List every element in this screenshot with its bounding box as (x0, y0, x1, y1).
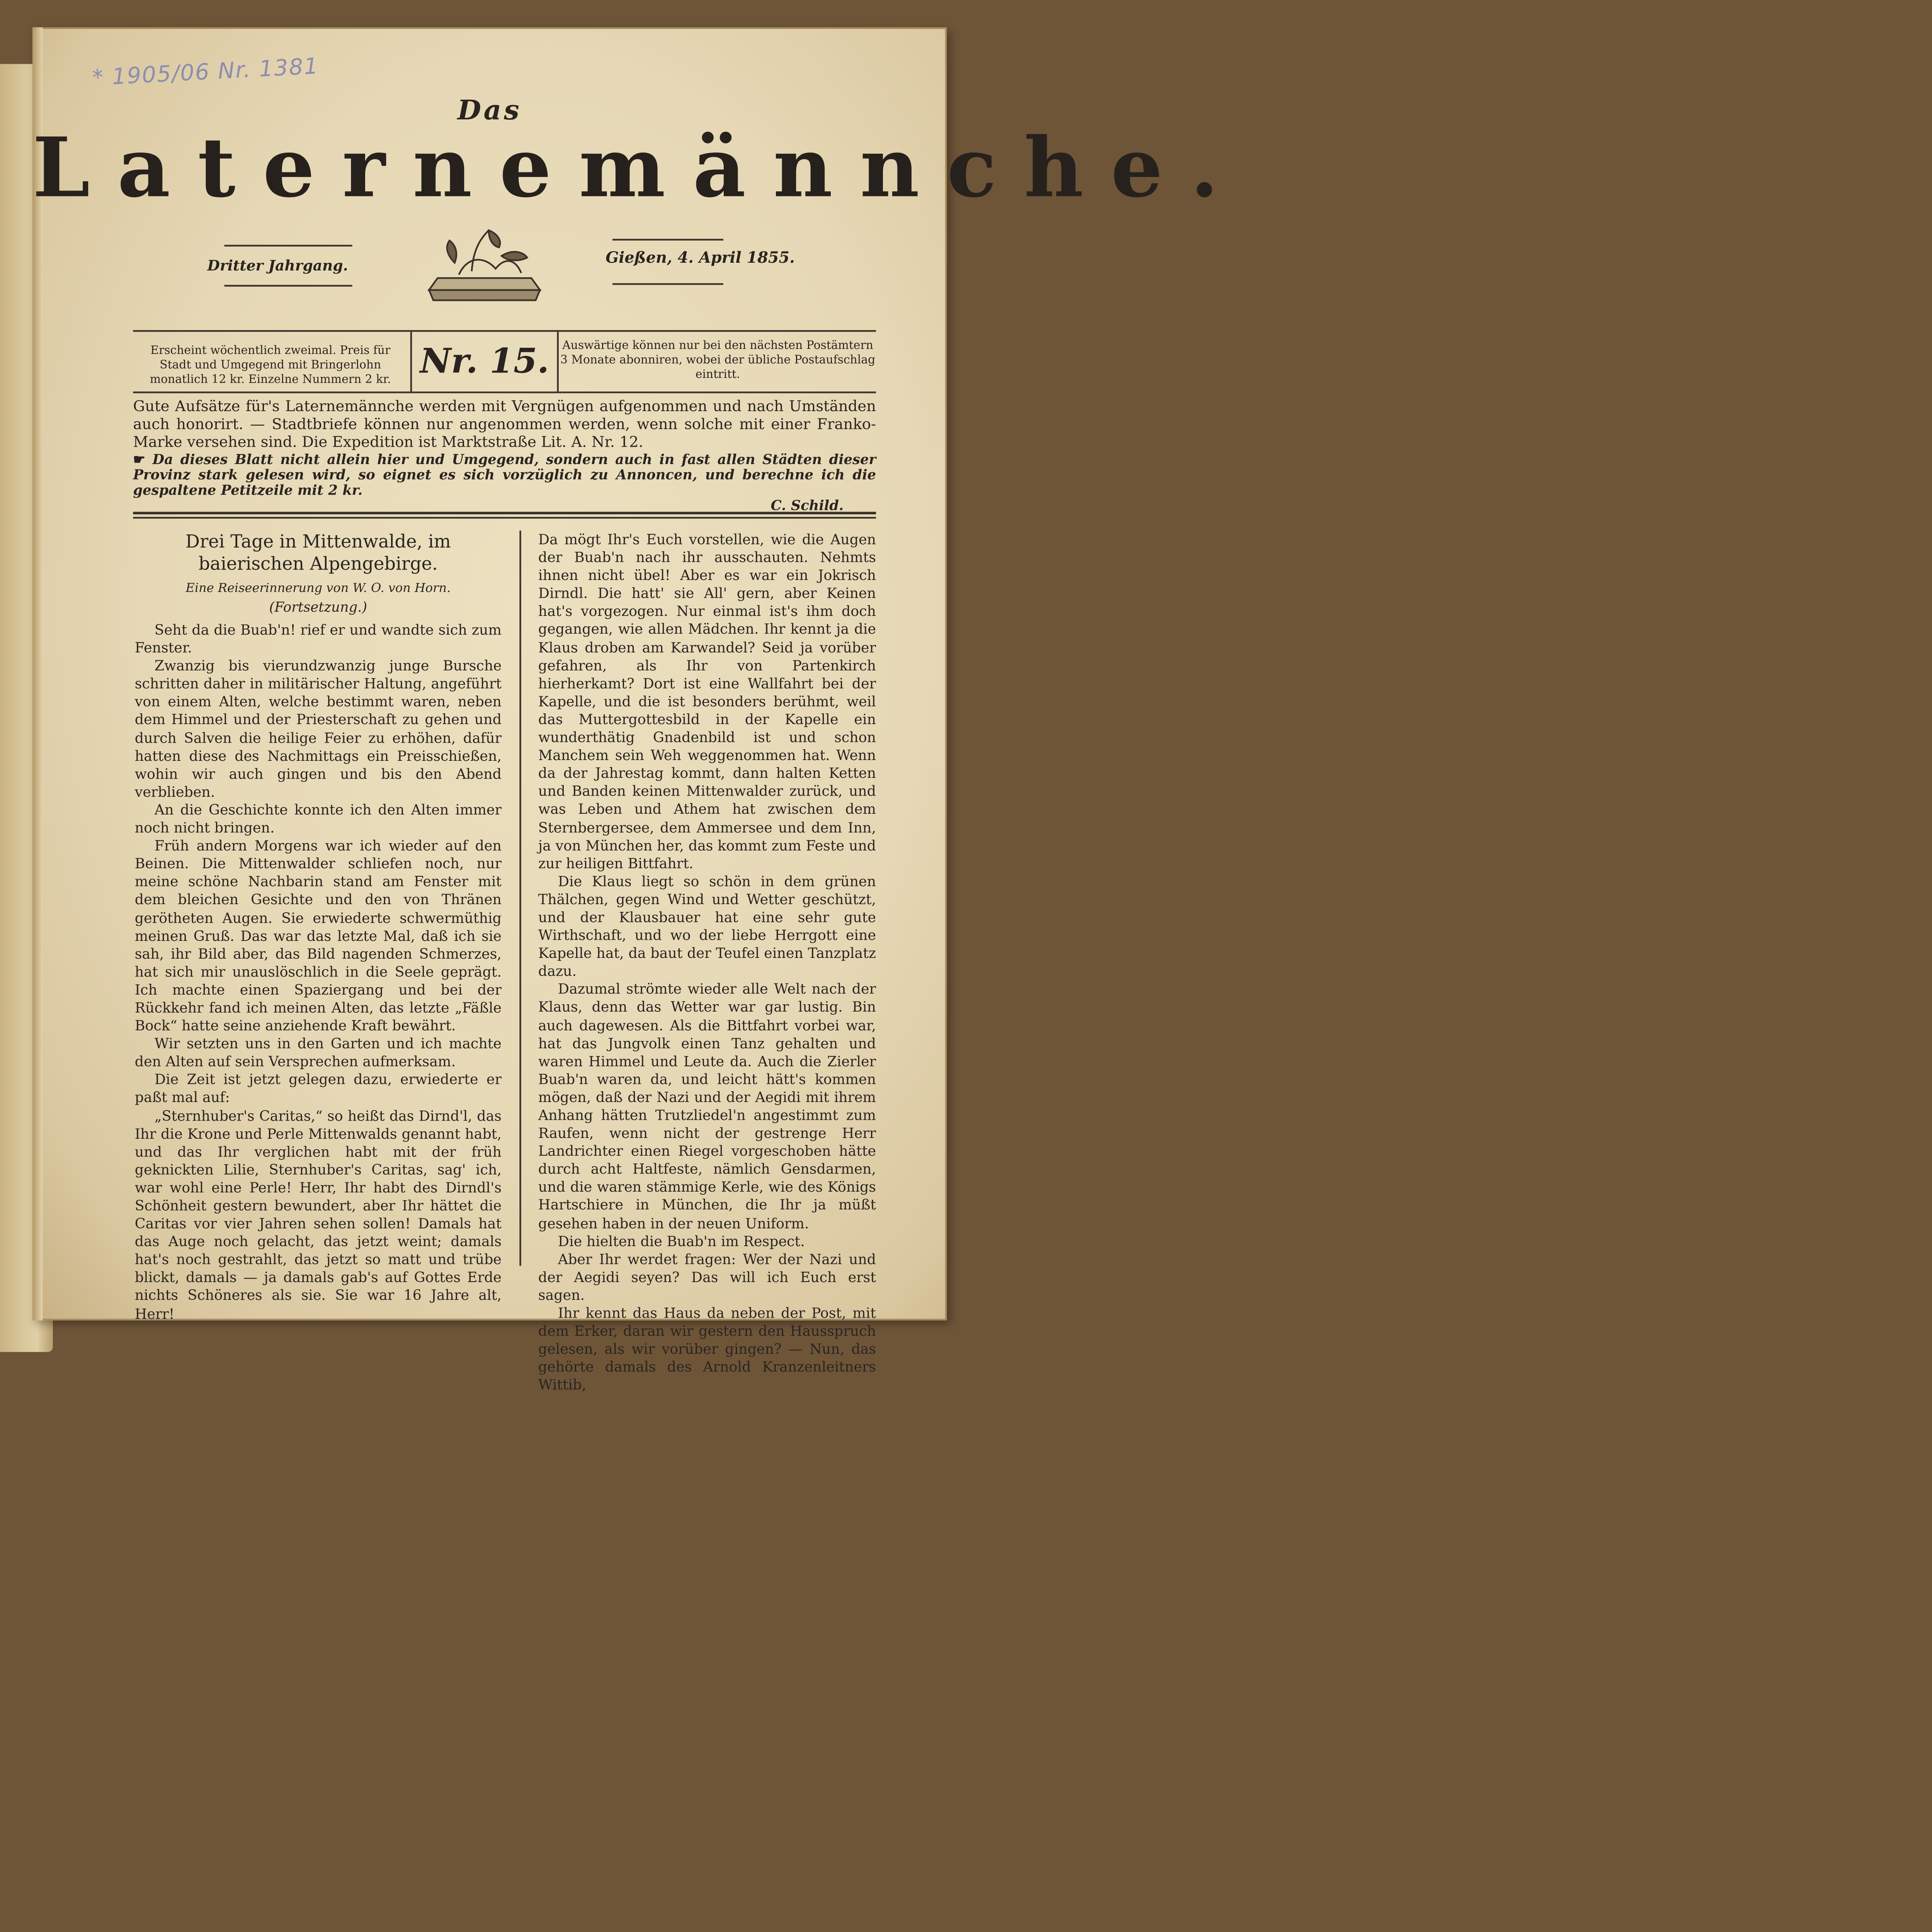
rule (133, 512, 876, 515)
rule (612, 239, 723, 240)
rule (224, 245, 352, 247)
article-title: Drei Tage in Mittenwalde, im baierischen Alpengebirge. (185, 531, 451, 574)
pointing-hand-icon: ☛ (133, 451, 153, 468)
volume-label: Dritter Jahrgang. (207, 257, 348, 275)
paragraph: Früh andern Morgens war ich wieder auf den Beinen. Die Mittenwalder schliefen noch, nur meine schöne Nachbarin stand am Fenster mit dem bleichen Gesichte und den von Thränen gerötheten Augen. Sie erwiederte schwermüthig meinen Gruß. Das war das letzte Mal, daß ich sie sah, ihr Bild aber, das Bild nagenden Schmerzes, hat sich mir unauslöschlich in die Seele geprägt. Ich machte einen Spaziergang und bei der Rückkehr fand ich meinen Alten, das letzte „Fäßle Bock“ hatte seine anziehende Kraft bewährt. (134, 838, 502, 1034)
paragraph: Wir setzten uns in den Garten und ich machte den Alten auf sein Versprechen aufmerksam. (134, 1036, 502, 1070)
dateline: Gießen, 4. April 1855. (605, 249, 795, 267)
subscription-info: Erscheint wöchentlich zweimal. Preis für Stadt und Umgegend mit Bringerlohn monatlich 12 kr. Einzelne Nummern 2 kr. (150, 344, 391, 386)
article-continued: (Fortsetzung.) (269, 599, 367, 615)
postal-info: Auswärtige können nur bei den nächsten Postämtern 3 Monate abonniren, wobei der übliche Postaufschlag eintritt. (560, 338, 876, 381)
article-byline: Eine Reiseerinnerung von W. O. von Horn. (185, 582, 451, 595)
paragraph: An die Geschichte konnte ich den Alten immer noch nicht bringen. (134, 801, 502, 836)
paragraph: Aber Ihr werdet fragen: Wer der Nazi und der Aegidi seyen? Das will ich Euch erst sagen. (538, 1251, 876, 1303)
paragraph: Die hielten die Buab'n im Respect. (558, 1233, 805, 1250)
rule (133, 517, 876, 519)
column-right (538, 531, 876, 1394)
newspaper-page (32, 27, 1246, 1393)
advertising-notice (133, 452, 876, 514)
archive-mark: * 1905/06 Nr. 1381 (92, 54, 320, 92)
issue-number: Nr. 15. (410, 332, 559, 392)
paragraph: Ihr kennt das Haus da neben der Post, mit dem Erker, daran wir gestern den Hausspruch gelesen, als wir vorüber gingen? — Nun, das gehörte damals des Arnold Kranzenleitners Wittib, (538, 1305, 876, 1393)
masthead-title: Laternemännche. (32, 119, 1246, 216)
masthead-vignette (420, 222, 548, 303)
binding-edge (32, 27, 43, 1321)
paragraph: Dazumal strömte wieder alle Welt nach der Klaus, denn das Wetter war gar lustig. Bin auch dagewesen. Als die Bittfahrt vorbei war, hat das Jungvolk einen Tanz gehalten und waren Himmel und Leute da. Auch die Zierler Buab'n waren da, und leicht hätt's kommen mögen, daß der Nazi und der Aegidi mit ihrem Anhang hätten Trutzliedel'n angestimmt zum Raufen, wenn nicht der gestrenge Herr Landrichter einen Riegel vorgeschoben hätte durch acht Haltfeste, nämlich Gensdarmen, und die waren stämmige Kerle, wie des Königs Hartschiere in München, die Ihr ja müßt gesehen haben in der neuen Uniform. (538, 981, 876, 1231)
paragraph: Zwanzig bis vierundzwanzig junge Bursche schritten daher in militärischer Haltung, angeführt von einem Alten, welche bestimmt waren, neben dem Himmel und der Priesterschaft zu gehen und durch Salven die heilige Feier zu erhöhen, dafür hatten diese des Nachmittags ein Preisschießen, wohin wir auch gingen und bis den Abend verblieben. (134, 658, 502, 800)
paragraph: Die Zeit ist jetzt gelegen dazu, erwiederte er paßt mal auf: (134, 1071, 502, 1106)
paragraph: Seht da die Buab'n! rief er und wandte sich zum Fenster. (134, 622, 502, 656)
column-left (135, 531, 502, 1323)
column-divider (519, 531, 521, 1266)
editorial-notice: Gute Aufsätze für's Laternemännche werden mit Vergnügen aufgenommen und nach Umständen auch honorirt. — Stadtbriefe können nur angenommen werden, wenn solche mit einer Franko-Marke versehen sind. Die Expedition ist Marktstraße Lit. A. Nr. 12. (133, 398, 876, 451)
masthead-article: Das (457, 94, 522, 126)
publisher-signature: C. Schild. (770, 497, 844, 514)
rule (224, 285, 352, 286)
rule (612, 283, 723, 285)
info-box (133, 330, 876, 393)
paragraph: Da mögt Ihr's Euch vorstellen, wie die Augen der Buab'n nach ihr ausschauten. Nehmts ihnen nicht übel! Aber es war ein Jokrisch Dirndl. Die hatt' sie All' gern, aber Keinen hat's vorgezogen. Nur einmal ist's ihm doch gegangen, wie allen Mädchen. Ihr kennt ja die Klaus droben am Karwandel? Seid ja vorüber gefahren, als Ihr von Partenkirch hierherkamt? Dort ist eine Wallfahrt bei der Kapelle, und die ist besonders berühmt, weil das Muttergottesbild in der Kapelle ein wunderthätig Gnadenbild ist und schon Manchem sein Weh weggenommen hat. Wenn da der Jahrestag kommt, dann halten Ketten und Banden keinen Mittenwalder zurück, und was Leben und Athem hat zwischen dem Sternbergersee, dem Ammersee und dem Inn, ja von München her, das kommt zum Feste und zur heiligen Bittfahrt. (538, 531, 876, 872)
advertising-text: Da dieses Blatt nicht allein hier und Umgegend, sondern auch in fast allen Städten dieser Provinz stark gelesen wird, so eignet es sich vorzüglich zu Annoncen, und berechne ich die gespaltene Petitzeile mit 2 kr. (133, 451, 876, 498)
paragraph: Die Klaus liegt so schön in dem grünen Thälchen, gegen Wind und Wetter geschützt, und der Klausbauer hat eine sehr gute Wirthschaft, und wo der liebe Herrgott eine Kapelle hat, da baut der Teufel einen Tanzplatz dazu. (538, 873, 876, 980)
paragraph: „Sternhuber's Caritas,“ so heißt das Dirnd'l, das Ihr die Krone und Perle Mittenwalds genannt habt, und das Ihr verglichen habt mit der früh geknickten Lilie, Sternhuber's Caritas, sag' ich, war wohl eine Perle! Herr, Ihr habt des Dirndl's Schönheit gestern bewundert, aber Ihr hättet die Caritas vor vier Jahren sehen sollen! Damals hat das Auge noch gelacht, das jetzt weint; damals hat's noch gestrahlt, das jetzt so matt und trübe blickt, damals — ja damals gab's auf Gottes Erde nichts Schöneres als sie. Sie war 16 Jahre alt, Herr! (134, 1107, 502, 1322)
